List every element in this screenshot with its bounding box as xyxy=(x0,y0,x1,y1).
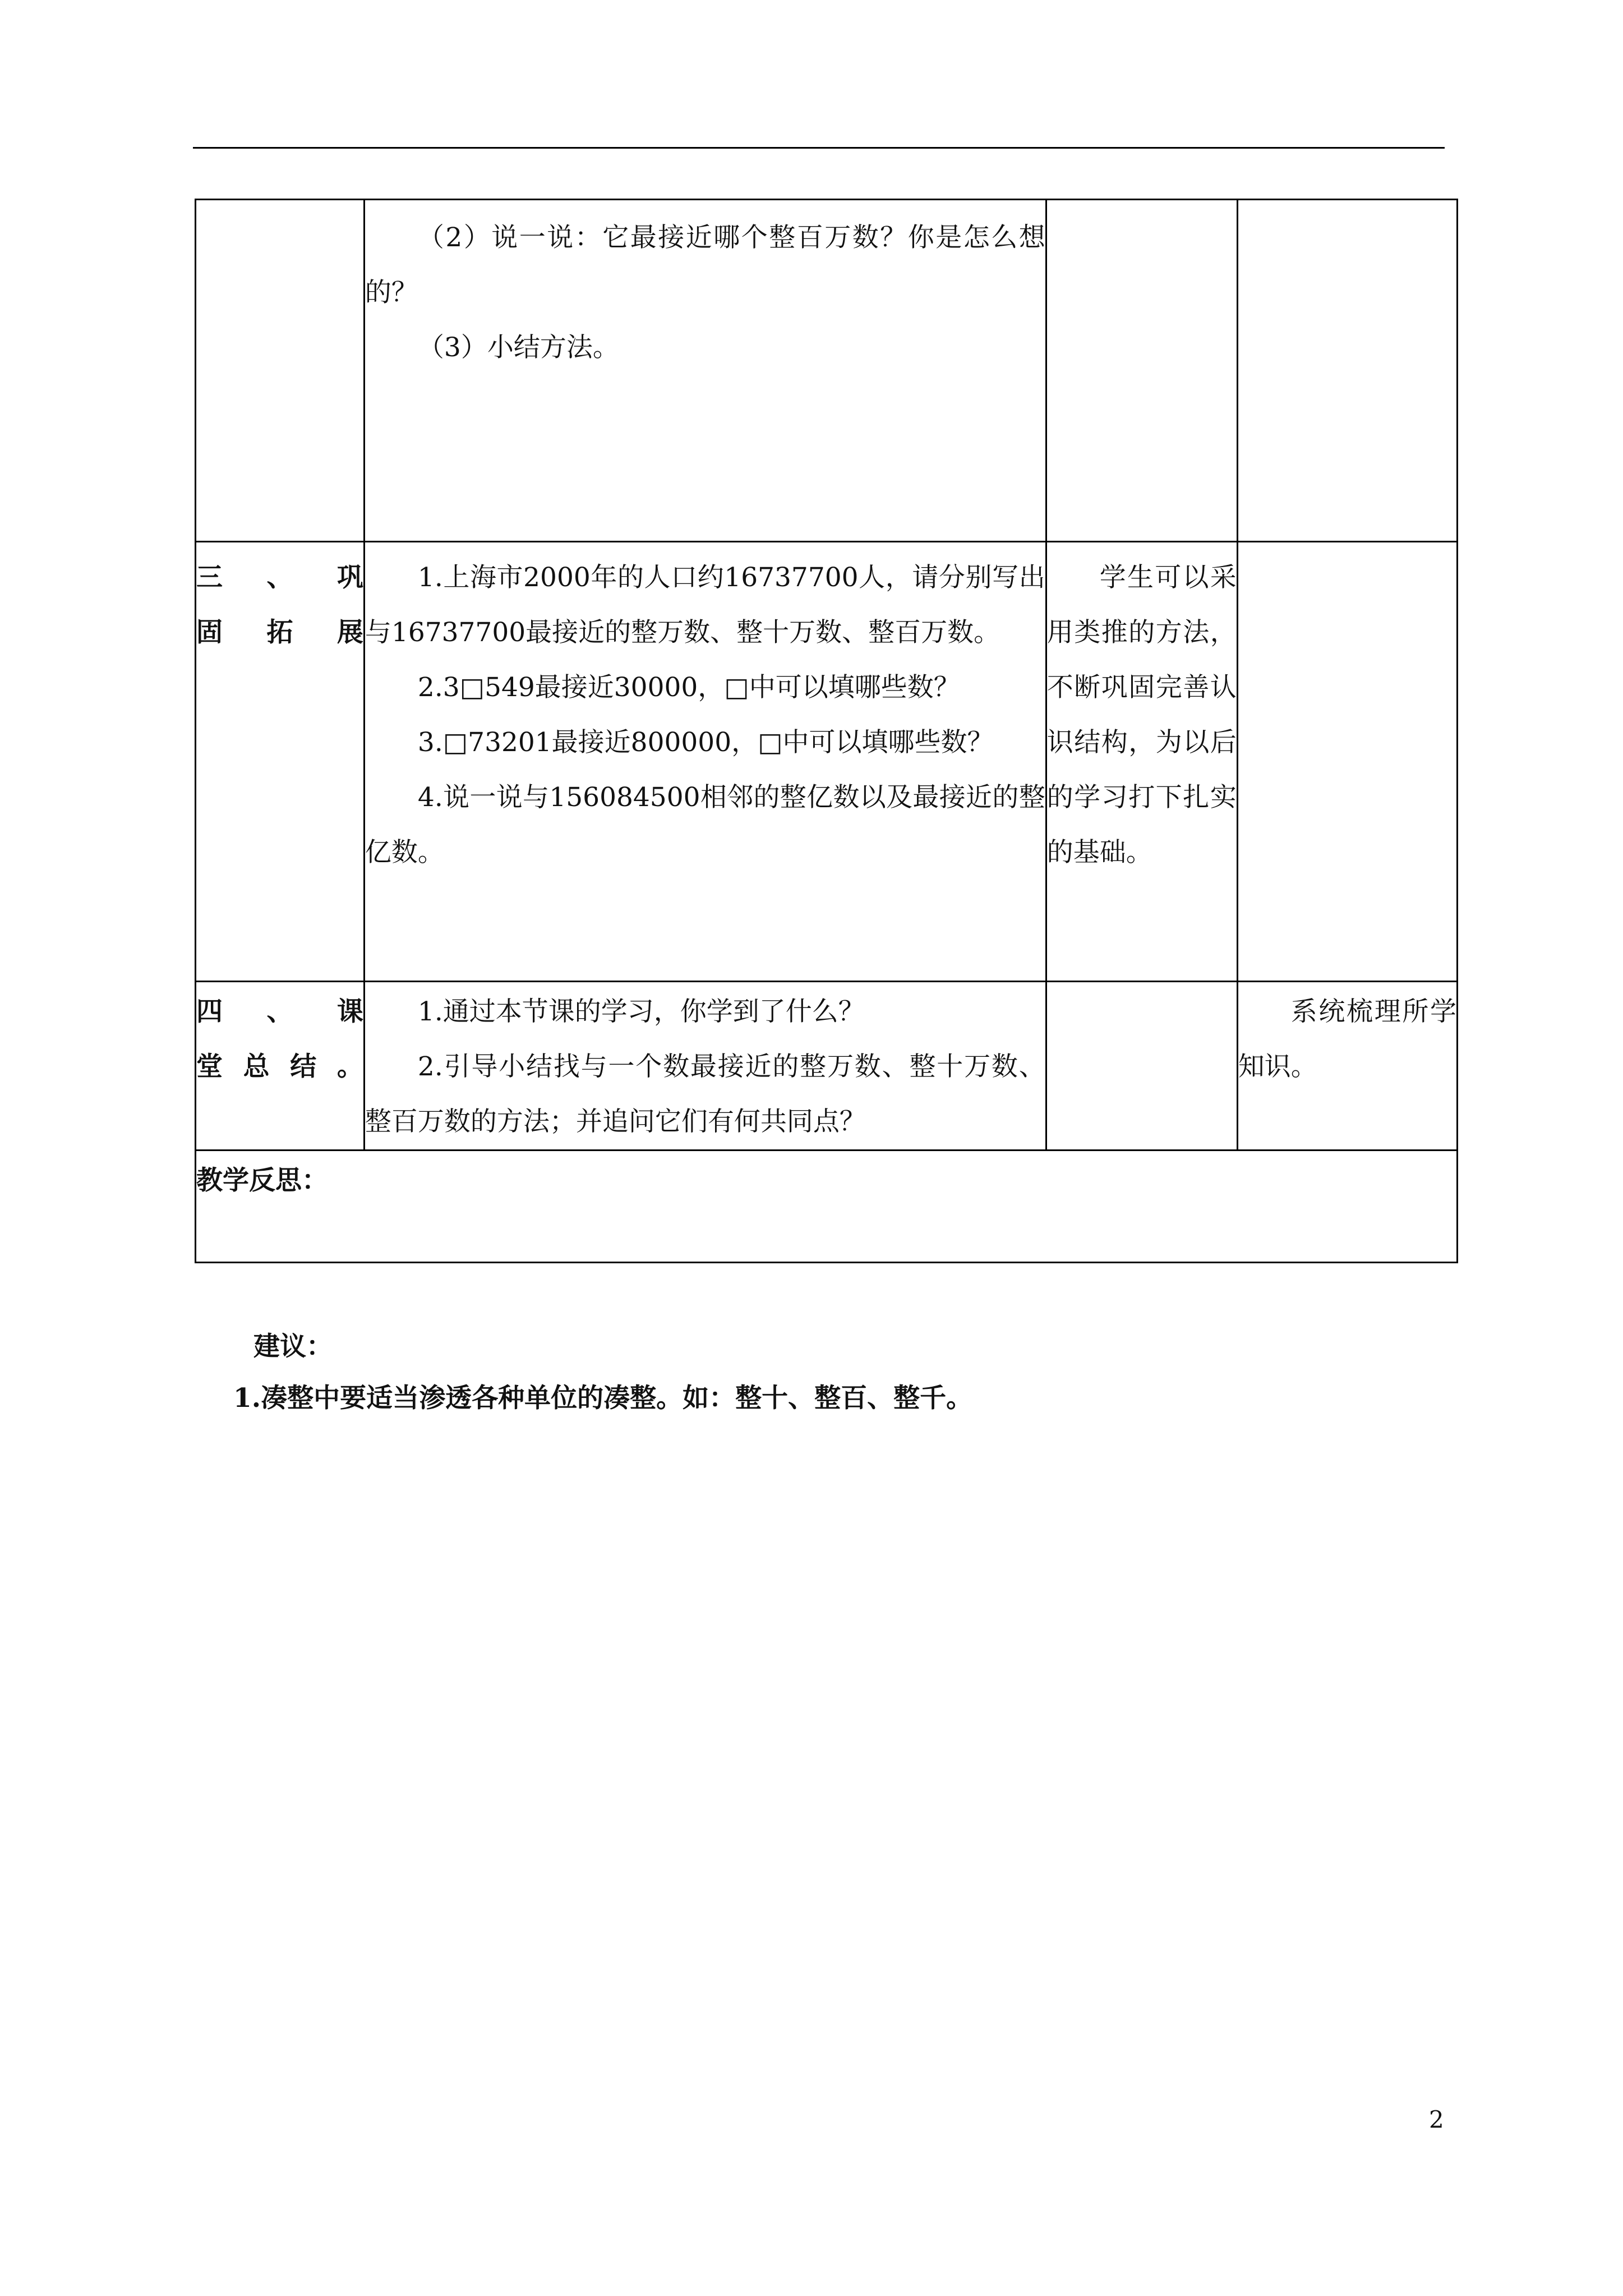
activity-cell xyxy=(364,982,1046,1151)
summary-item: 2.引导小结找与一个数最接近的整万数、整十万数、整百万数的方法；并追问它们有何共同点？ xyxy=(365,1051,1045,1137)
stage-label: 堂总结。 xyxy=(196,1051,363,1082)
lesson-plan-table xyxy=(195,199,1458,1263)
stage-cell-empty xyxy=(196,200,365,542)
exercise-item: 4.说一说与156084500相邻的整亿数以及最接近的整亿数。 xyxy=(365,782,1045,868)
remark-cell xyxy=(1237,982,1457,1151)
activity-line: （3）小结方法。 xyxy=(417,332,619,363)
suggestion-block xyxy=(233,1321,973,1424)
stage-label: 固拓展 xyxy=(196,617,363,648)
remark-cell-empty xyxy=(1237,200,1457,542)
activity-cell xyxy=(364,542,1046,982)
remark-cell-empty xyxy=(1237,542,1457,982)
design-note-cell xyxy=(1046,542,1237,982)
exercise-item: 2.3□549最接近30000，□中可以填哪些数？ xyxy=(417,672,960,703)
design-note-cell-empty xyxy=(1046,982,1237,1151)
reflection-label: 教学反思： xyxy=(196,1165,328,1196)
design-note-text: 学生可以采用类推的方法，不断巩固完善认识结构，为以后的学习打下扎实的基础。 xyxy=(1046,562,1237,868)
table-row-reflection xyxy=(196,1151,1458,1263)
stage-label: 四、课 xyxy=(196,996,363,1027)
stage-cell xyxy=(196,542,365,982)
page-number: 2 xyxy=(1429,2106,1444,2133)
stage-label: 三、巩 xyxy=(196,562,363,593)
table-row-consolidate xyxy=(196,542,1458,982)
suggestion-item: 1.凑整中要适当渗透各种单位的凑整。如：整十、整百、整千。 xyxy=(233,1383,973,1414)
suggestion-title: 建议： xyxy=(253,1331,333,1362)
activity-line: （2）说一说：它最接近哪个整百万数？你是怎么想的？ xyxy=(365,222,1045,308)
table-row-summary xyxy=(196,982,1458,1151)
stage-cell xyxy=(196,982,365,1151)
table-row-continued xyxy=(196,200,1458,542)
activity-cell xyxy=(364,200,1046,542)
remark-text: 系统梳理所学知识。 xyxy=(1238,996,1456,1082)
summary-item: 1.通过本节课的学习，你学到了什么？ xyxy=(417,996,865,1027)
exercise-item: 3.□73201最接近800000，□中可以填哪些数？ xyxy=(417,727,994,758)
reflection-cell xyxy=(196,1151,1458,1263)
header-rule xyxy=(193,147,1445,149)
exercise-item: 1.上海市2000年的人口约16737700人，请分别写出与16737700最接近的整万数、整十万数、整百万数。 xyxy=(365,562,1045,648)
design-note-cell-empty xyxy=(1046,200,1237,542)
